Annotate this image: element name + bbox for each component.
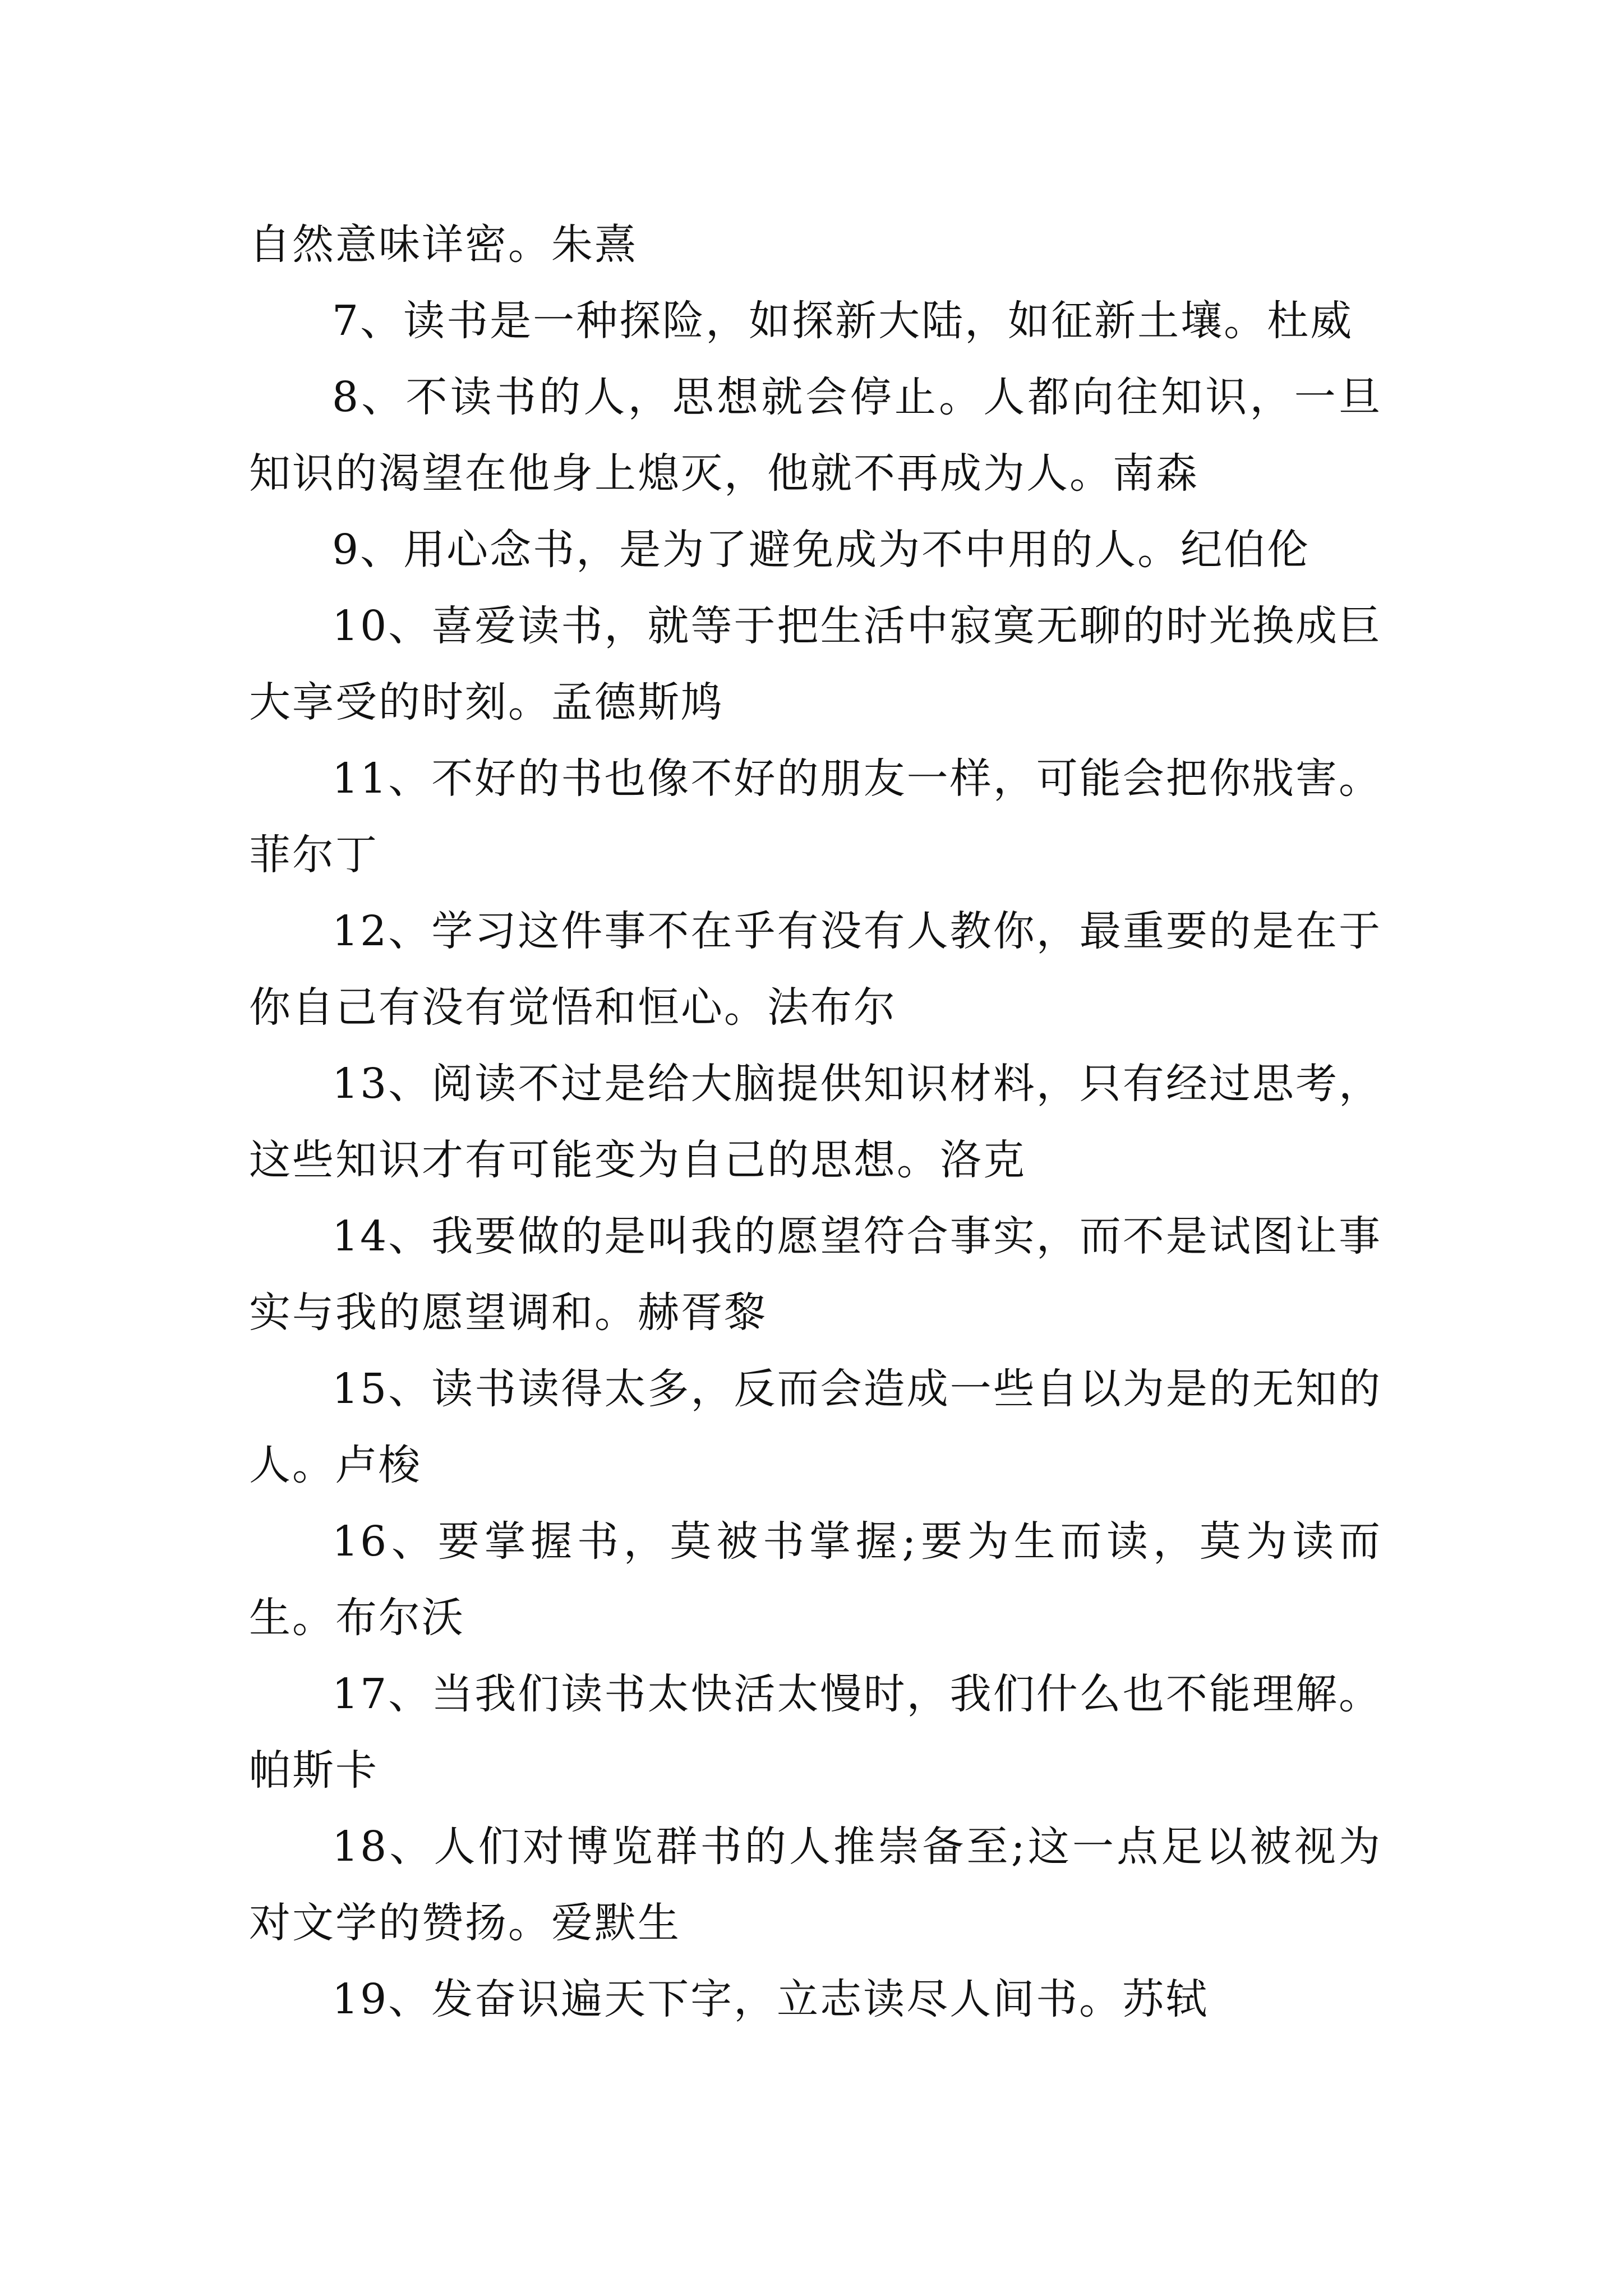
quote-12: 12、学习这件事不在乎有没有人教你，最重要的是在于你自己有没有觉悟和恒心。法布尔 [249,907,1382,1032]
paragraph-continuation: 自然意味详密。朱熹 [249,220,638,269]
quote-11: 11、不好的书也像不好的朋友一样，可能会把你戕害。菲尔丁 [249,754,1382,879]
document-body [249,206,1382,2037]
quote-7: 7、读书是一种探险，如探新大陆，如征新土壤。杜威 [332,297,1354,345]
quote-13: 13、阅读不过是给大脑提供知识材料，只有经过思考，这些知识才有可能变为自己的思想。洛克 [249,1060,1382,1184]
quote-17: 17、当我们读书太快活太慢时，我们什么也不能理解。帕斯卡 [249,1670,1382,1795]
quote-9: 9、用心念书，是为了避免成为不中用的人。纪伯伦 [332,526,1311,574]
quote-10: 10、喜爱读书，就等于把生活中寂寞无聊的时光换成巨大享受的时刻。孟德斯鸠 [249,602,1382,726]
quote-8: 8、不读书的人，思想就会停止。人都向往知识，一旦知识的渴望在他身上熄灭，他就不再成为人。南森 [249,373,1382,498]
quote-16: 16、要掌握书，莫被书掌握;要为生而读，莫为读而生。布尔沃 [249,1517,1382,1642]
quote-14: 14、我要做的是叫我的愿望符合事实，而不是试图让事实与我的愿望调和。赫胥黎 [249,1212,1382,1337]
quote-15: 15、读书读得太多，反而会造成一些自以为是的无知的人。卢梭 [249,1365,1382,1489]
quote-18: 18、人们对博览群书的人推崇备至;这一点足以被视为对文学的赞扬。爱默生 [249,1823,1382,1947]
quote-19: 19、发奋识遍天下字，立志读尽人间书。苏轼 [332,1975,1209,2023]
